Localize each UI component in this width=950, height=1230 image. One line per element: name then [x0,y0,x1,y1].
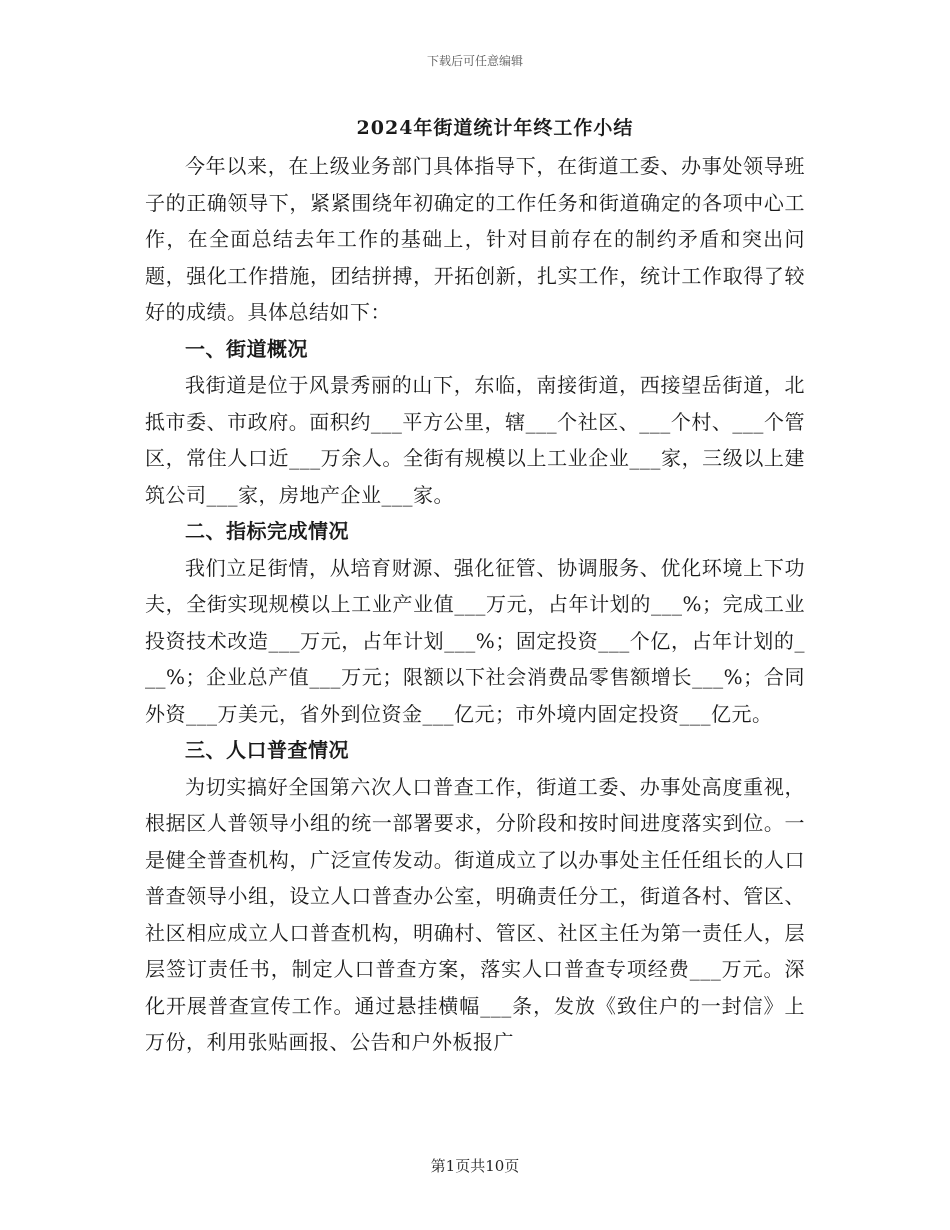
paragraph-census: 为切实搞好全国第六次人口普查工作，街道工委、办事处高度重视，根据区人普领导小组的统一部署要求，分阶段和按时间进度落实到位。一是健全普查机构，广泛宣传发动。街道成立了以办事处主任任组长的人口普查领导小组，设立人口普查办公室，明确责任分工，街道各村、管区、社区相应成立人口普查机构，明确村、管区、社区主任为第一责任人，层层签订责任书，制定人口普查方案，落实人口普查专项经费___万元。深化开展普查宣传工作。通过悬挂横幅___条，发放《致住户的一封信》上万份，利用张贴画报、公告和户外板报广 [145,774,805,1054]
section-heading-indicators: 二、指标完成情况 [185,519,349,543]
document-title: 2024年街道统计年终工作小结 [356,117,634,139]
section-heading-overview: 一、街道概况 [185,336,308,361]
section-heading-census: 三、人口普查情况 [185,738,349,762]
paragraph-indicators: 我们立足街情，从培育财源、强化征管、协调服务、优化环境上下功夫，全街实现规模以上工业产业值___万元，占年计划的___%；完成工业投资技术改造___万元，占年计划___%；固定投资___个亿，占年计划的___%；企业总产值___万元；限额以下社会消费品零售额增长___%；合同外资___万美元，省外到位资金___亿元；市外境内固定投资___亿元。 [145,555,805,726]
paragraph-overview: 我街道是位于风景秀丽的山下，东临，南接街道，西接望岳街道，北抵市委、市政府。面积约___平方公里，辖___个社区、___个村、___个管区，常住人口近___万余人。全街有规模以上工业企业___家，三级以上建筑公司___家，房地产企业___家。 [145,373,805,507]
page-footer: 第1页共10页 [430,1157,520,1175]
document-body [145,108,805,1061]
header-note: 下载后可任意编辑 [426,54,523,68]
paragraph-intro: 今年以来，在上级业务部门具体指导下，在街道工委、办事处领导班子的正确领导下，紧紧围绕年初确定的工作任务和街道确定的各项中心工作，在全面总结去年工作的基础上，针对目前存在的制约矛盾和突出问题，强化工作措施，团结拼搏，开拓创新，扎实工作，统计工作取得了较好的成绩。具体总结如下： [145,154,805,324]
